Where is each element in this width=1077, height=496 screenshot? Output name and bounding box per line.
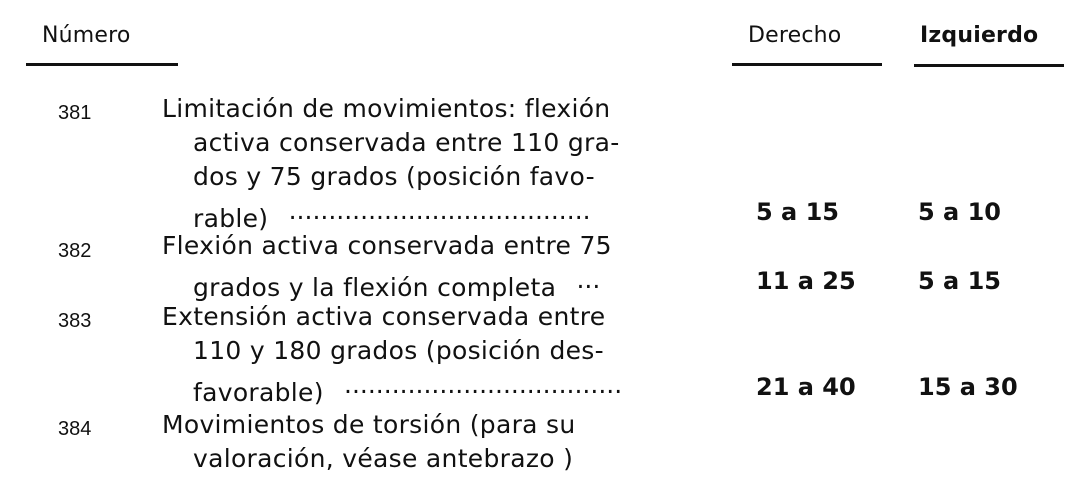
row-text: favorable) — [193, 378, 324, 407]
row-text-line-with-leader — [193, 369, 709, 409]
header-rule-derecho — [732, 63, 882, 66]
value-derecho: 11 a 25 — [756, 267, 856, 295]
row-text-line-with-leader — [193, 264, 606, 304]
column-header-derecho: Derecho — [748, 23, 842, 48]
value-derecho: 5 a 15 — [756, 198, 840, 226]
dot-leader: ... — [576, 265, 601, 294]
row-number: 381 — [58, 102, 92, 124]
value-izquierdo: 5 a 15 — [918, 267, 1002, 295]
header-rule-numero — [26, 63, 178, 66]
row-number: 383 — [58, 310, 92, 332]
row-text-line: Flexión activa conservada entre 75 — [162, 231, 612, 260]
row-text-line: 110 y 180 grados (posición des- — [193, 336, 604, 365]
dot-leader: ................................... — [344, 370, 623, 399]
row-text-line: Limitación de movimientos: flexión — [162, 94, 611, 123]
row-text: rable) — [193, 204, 269, 233]
dot-leader: ...................................... — [288, 196, 591, 225]
row-text-line: Movimientos de torsión (para su — [162, 410, 576, 439]
row-text-line-with-leader — [193, 195, 694, 235]
column-header-numero: Número — [42, 23, 131, 48]
value-izquierdo: 15 a 30 — [918, 373, 1018, 401]
value-derecho: 21 a 40 — [756, 373, 856, 401]
header-rule-izquierdo — [914, 64, 1064, 67]
row-text-line: activa conservada entre 110 gra- — [193, 128, 620, 157]
row-text-line: valoración, véase antebrazo ) — [193, 444, 574, 473]
row-text-line: Extensión activa conservada entre — [162, 302, 606, 331]
row-number: 384 — [58, 418, 92, 440]
column-header-izquierdo: Izquierdo — [920, 23, 1039, 48]
value-izquierdo: 5 a 10 — [918, 198, 1002, 226]
row-text-line: dos y 75 grados (posición favo- — [193, 162, 595, 191]
row-text: grados y la flexión completa — [193, 273, 557, 302]
row-number: 382 — [58, 240, 92, 262]
